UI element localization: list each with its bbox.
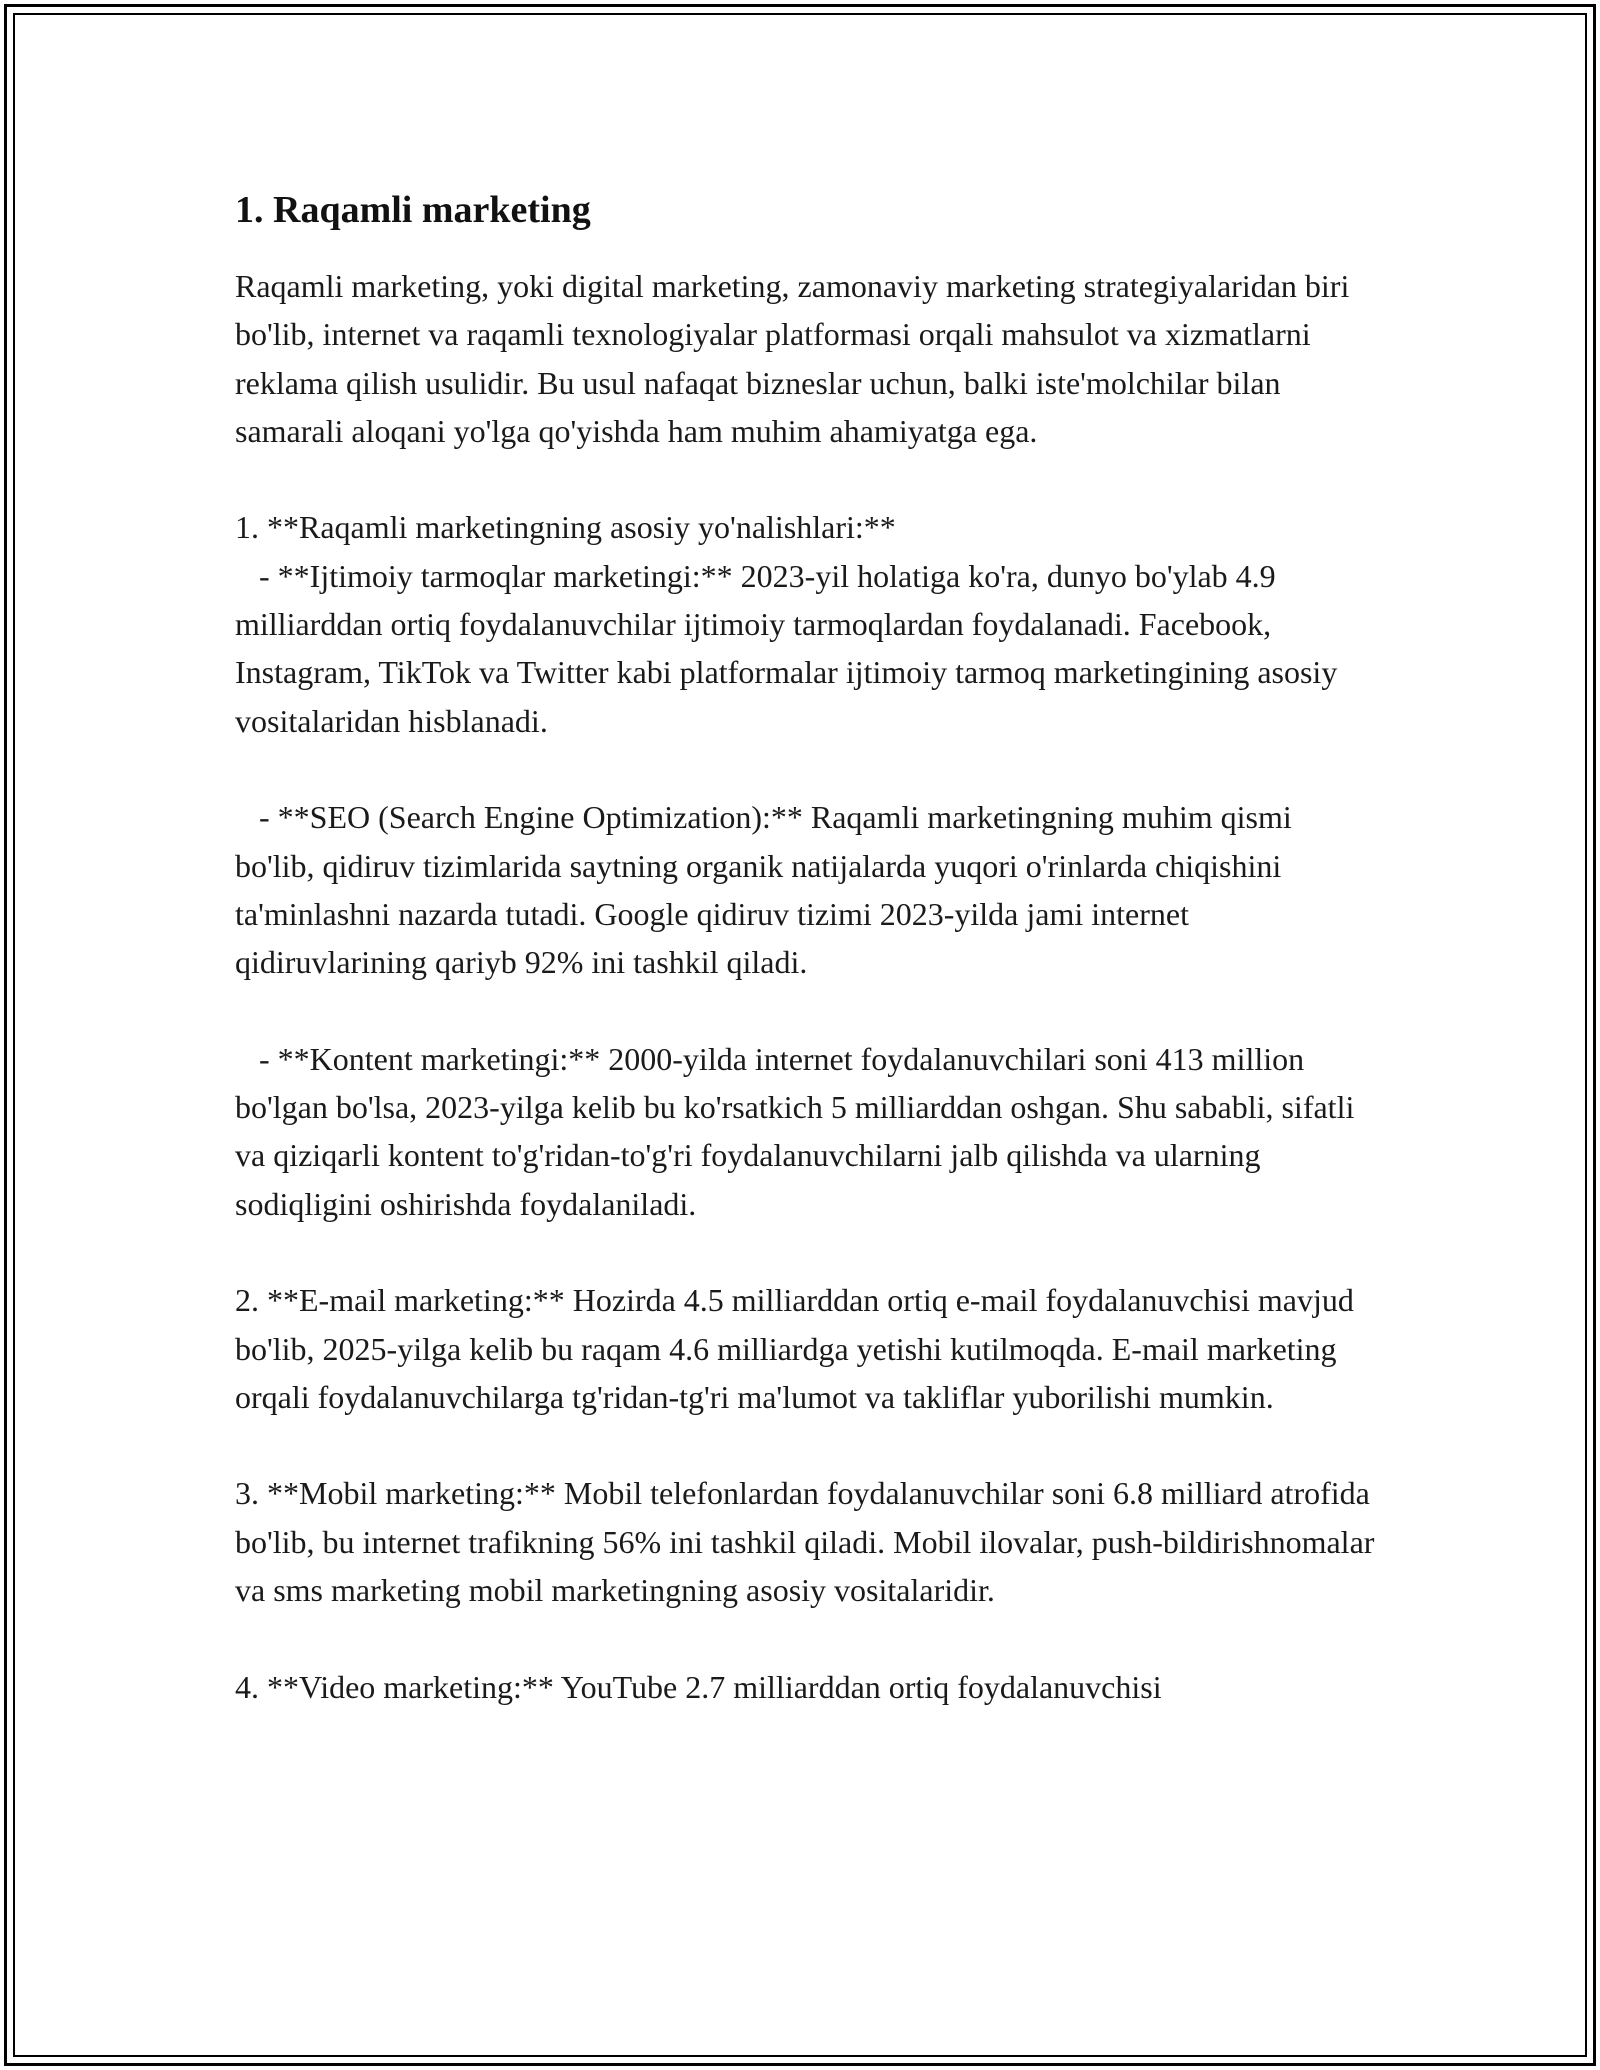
paragraph-gap (235, 1421, 1375, 1469)
intro-paragraph: Raqamli marketing, yoki digital marketing, zamonaviy marketing strategiyalaridan biri bo'lib, internet va raqamli texnologiyalar platformasi orqali mahsulot va xizmatlarni reklama qilish usulidir. Bu usul nafaqat bizneslar uchun, balki iste'molchilar bilan samarali aloqani yo'lga qo'yishda ham muhim ahamiyatga ega. (235, 268, 1358, 449)
paragraph-gap (235, 986, 1375, 1034)
list-item-content-marketing: - **Kontent marketingi:** 2000-yilda internet foydalanuvchilari soni 413 million bo'lgan bo'lsa, 2023-yilga kelib bu ko'rsatkich 5 milliarddan oshgan. Shu sababli, sifatli va qiziqarli kontent to'g'ridan-to'g'ri foydalanuvchilarni jalb qilishda va ularning sodiqligini oshirishda foydalaniladi. (235, 1040, 1363, 1222)
list-item-seo: - **SEO (Search Engine Optimization):** Raqamli marketingning muhim qismi bo'lib, qidiruv tizimlarida saytning organik natijalarda yuqori o'rinlarda chiqishini ta'minlashni nazarda tutadi. Google qidiruv tizimi 2023-yilda jami internet qidiruvlarining qariyb 92% ini tashkil qiladi. (235, 799, 1300, 981)
paragraph-gap (235, 745, 1375, 793)
list-item-email-marketing: 2. **E-mail marketing:** Hozirda 4.5 milliarddan ortiq e-mail foydalanuvchisi mavjud bo'lib, 2025-yilga kelib bu raqam 4.6 milliardga yetishi kutilmoqda. E-mail marketing orqali foydalanuvchilarga tg'ridan-tg'ri ma'lumot va takliflar yuborilishi mumkin. (235, 1282, 1362, 1415)
list-item-video-marketing: 4. **Video marketing:** YouTube 2.7 milliarddan ortiq foydalanuvchisi (235, 1668, 1162, 1705)
paragraph-gap (235, 455, 1375, 503)
paragraph-gap (235, 1614, 1375, 1662)
list-item-main-directions: 1. **Raqamli marketingning asosiy yo'nalishlari:** - **Ijtimoiy tarmoqlar marketingi:** 2023-yil holatiga ko'ra, dunyo bo'ylab 4.9 milliarddan ortiq foydalanuvchilar ijtimoiy tarmoqlardan foydalanadi. Facebook, Instagram, TikTok va Twitter kabi platformalar ijtimoiy tarmoq marketingining asosiy vositalaridan hisblanadi. (235, 509, 1338, 739)
document-body (235, 186, 1383, 1711)
list-item-mobile-marketing: 3. **Mobil marketing:** Mobil telefonlardan foydalanuvchilar soni 6.8 milliard atrofida bo'lib, bu internet trafikning 56% ini tashkil qiladi. Mobil ilovalar, push-bildirishnomalar va sms marketing mobil marketingning asosiy vositalaridir. (235, 1475, 1383, 1609)
section-heading: 1. Raqamli marketing (235, 189, 591, 231)
paragraph-gap (235, 1228, 1375, 1276)
